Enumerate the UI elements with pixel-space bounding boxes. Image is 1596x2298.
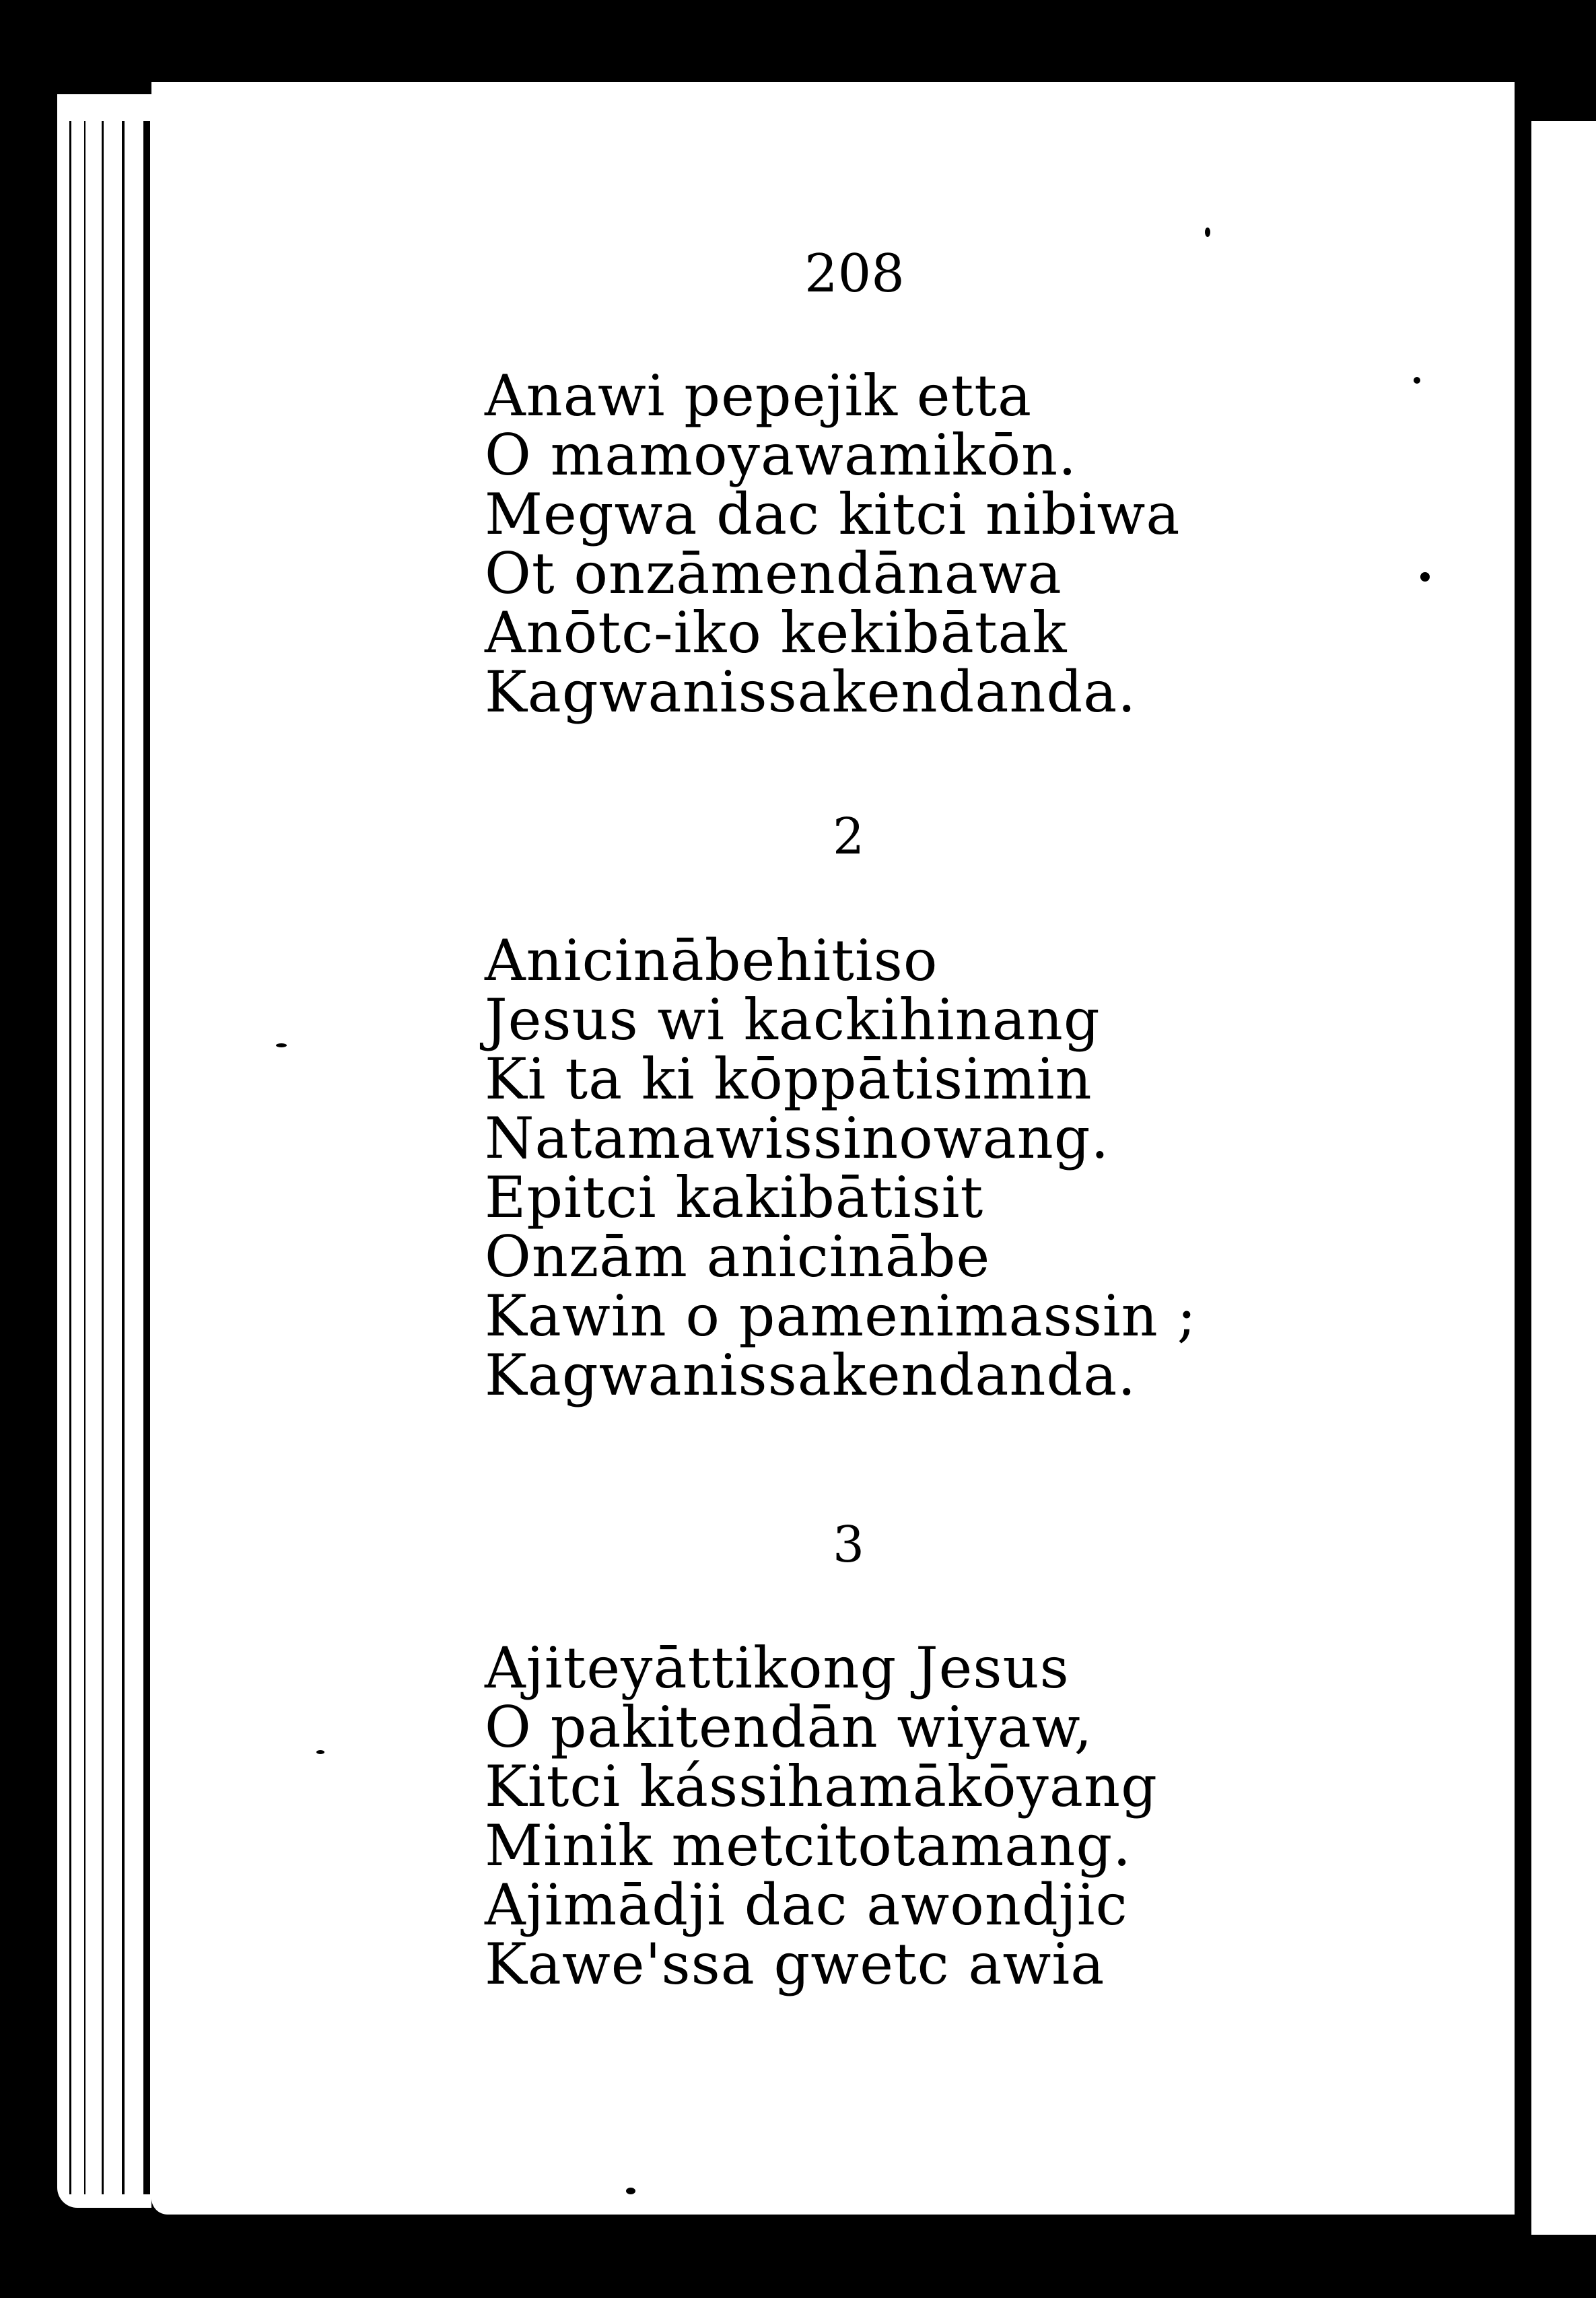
verse-line: O pakitendān wiyaw,	[485, 1694, 1093, 1760]
scan-speck	[1414, 377, 1420, 384]
verse-line: Kawe'ssa gwetc awia	[485, 1931, 1105, 1997]
verse-line: Epitci kakibātisit	[485, 1164, 984, 1230]
scan-speck	[1205, 228, 1210, 237]
page-edge-line	[143, 121, 150, 2194]
verse-line: Natamawissinowang.	[485, 1105, 1110, 1171]
verse-line: Megwa dac kitci nibiwa	[485, 481, 1181, 547]
scan-speck	[1420, 572, 1430, 582]
stanza-number: 3	[833, 1516, 865, 1574]
verse-line: Ki ta ki kōppātisimin	[485, 1046, 1092, 1112]
verse-line: Kagwanissakendanda.	[485, 659, 1137, 725]
verse-line: Onzām anicinābe	[485, 1224, 991, 1290]
verse-line: Anōtc-iko kekibātak	[485, 600, 1068, 666]
page-edge-line	[69, 121, 71, 2194]
scan-speck	[626, 2188, 635, 2194]
stanza-3	[485, 1635, 1158, 1997]
page-edge-line	[122, 121, 125, 2194]
verse-line: Kawin o pamenimassin ;	[485, 1283, 1197, 1349]
verse-line: Ot onzāmendānawa	[485, 541, 1062, 606]
verse-line: O mamoyawamikōn.	[485, 422, 1077, 488]
stanza-2	[485, 928, 1197, 1408]
verse-line: Anicinābehitiso	[485, 928, 938, 994]
verse-line: Jesus wi kackihinang	[485, 987, 1101, 1053]
left-page-edge	[57, 94, 151, 2208]
page-number: 208	[804, 244, 905, 304]
right-page-edge	[1523, 121, 1596, 2235]
verse-line: Anawi pepejik etta	[485, 363, 1033, 429]
page-edge-line	[102, 121, 104, 2194]
verse-line: Ajiteyāttikong Jesus	[485, 1635, 1070, 1701]
verse-line: Minik metcitotamang.	[485, 1813, 1132, 1879]
scan-speck	[316, 1750, 324, 1754]
stanza-1	[485, 363, 1181, 725]
verse-line: Kitci kássihamākōyang	[485, 1753, 1158, 1819]
scan-speck	[276, 1043, 287, 1047]
stanza-number: 2	[833, 808, 865, 866]
verse-line: Kagwanissakendanda.	[485, 1342, 1137, 1408]
page-edge-line	[84, 121, 85, 2194]
verse-line: Ajimādji dac awondjic	[485, 1872, 1128, 1938]
